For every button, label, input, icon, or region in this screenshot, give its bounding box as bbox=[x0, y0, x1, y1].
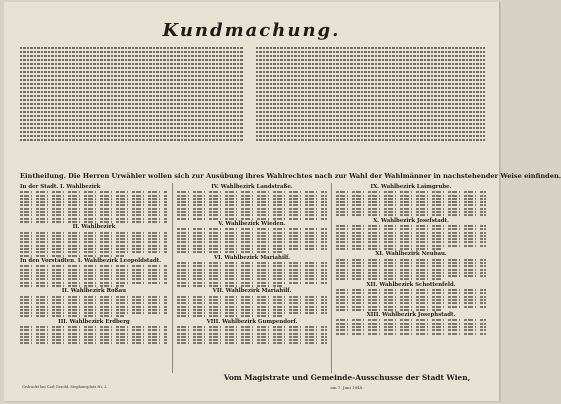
signature-line: Vom Magistrate und Gemeinde-Ausschusse der Stadt Wien, bbox=[223, 373, 471, 382]
section-heading: XI. Wahlbezirk Neubau. bbox=[375, 251, 447, 258]
body-text-right bbox=[256, 45, 485, 142]
district-column-1 bbox=[20, 183, 168, 373]
section-heading: II. Wahlbezirk bbox=[72, 224, 116, 231]
district-column-2 bbox=[177, 183, 327, 373]
division-intro: Eintheilung. Die Herren Urwähler wollen sich zur Ausübung ihres Wahlrechtes nach zur Wahl der Wahlmänner in nachstehender Weise einfinden. bbox=[20, 172, 561, 180]
section-heading: III. Wahlbezirk Erdberg bbox=[58, 318, 130, 325]
section-heading: IX. Wahlbezirk Laimgrube. bbox=[370, 184, 452, 190]
section-heading: VII. Wahlbezirk Mariahilf. bbox=[212, 288, 292, 295]
document-title: Kundmachung. bbox=[162, 20, 341, 41]
document-sheet bbox=[4, 2, 561, 401]
section-heading: XII. Wahlbezirk Schottenfeld. bbox=[366, 281, 456, 288]
section-heading: VI. Wahlbezirk Mariahilf. bbox=[213, 254, 291, 261]
section-heading: II. Wahlbezirk Roßau bbox=[61, 288, 127, 295]
section-heading: XIII. Wahlbezirk Josephstadt. bbox=[366, 312, 456, 319]
section-heading: IV. Wahlbezirk Landstraße. bbox=[211, 184, 293, 190]
printer-imprint: Gedruckt bei Carl Gerold, Stephansplatz Nr. 2. bbox=[22, 385, 108, 389]
section-heading: VIII. Wahlbezirk Gumpendorf. bbox=[206, 318, 298, 325]
date-line: am 7. Juni 1848. bbox=[330, 385, 364, 390]
district-column-3 bbox=[336, 183, 486, 373]
body-text-left bbox=[20, 45, 244, 142]
section-heading: V. Wahlbezirk Wieden. bbox=[218, 220, 286, 227]
section-heading: X. Wahlbezirk Josefstadt. bbox=[373, 217, 449, 224]
district-table bbox=[20, 183, 486, 373]
section-heading: In den Vorstädten. I. Wahlbezirk Leopoldstadt. bbox=[20, 257, 162, 264]
section-heading: In der Stadt. I. Wahlbezirk bbox=[20, 184, 101, 190]
